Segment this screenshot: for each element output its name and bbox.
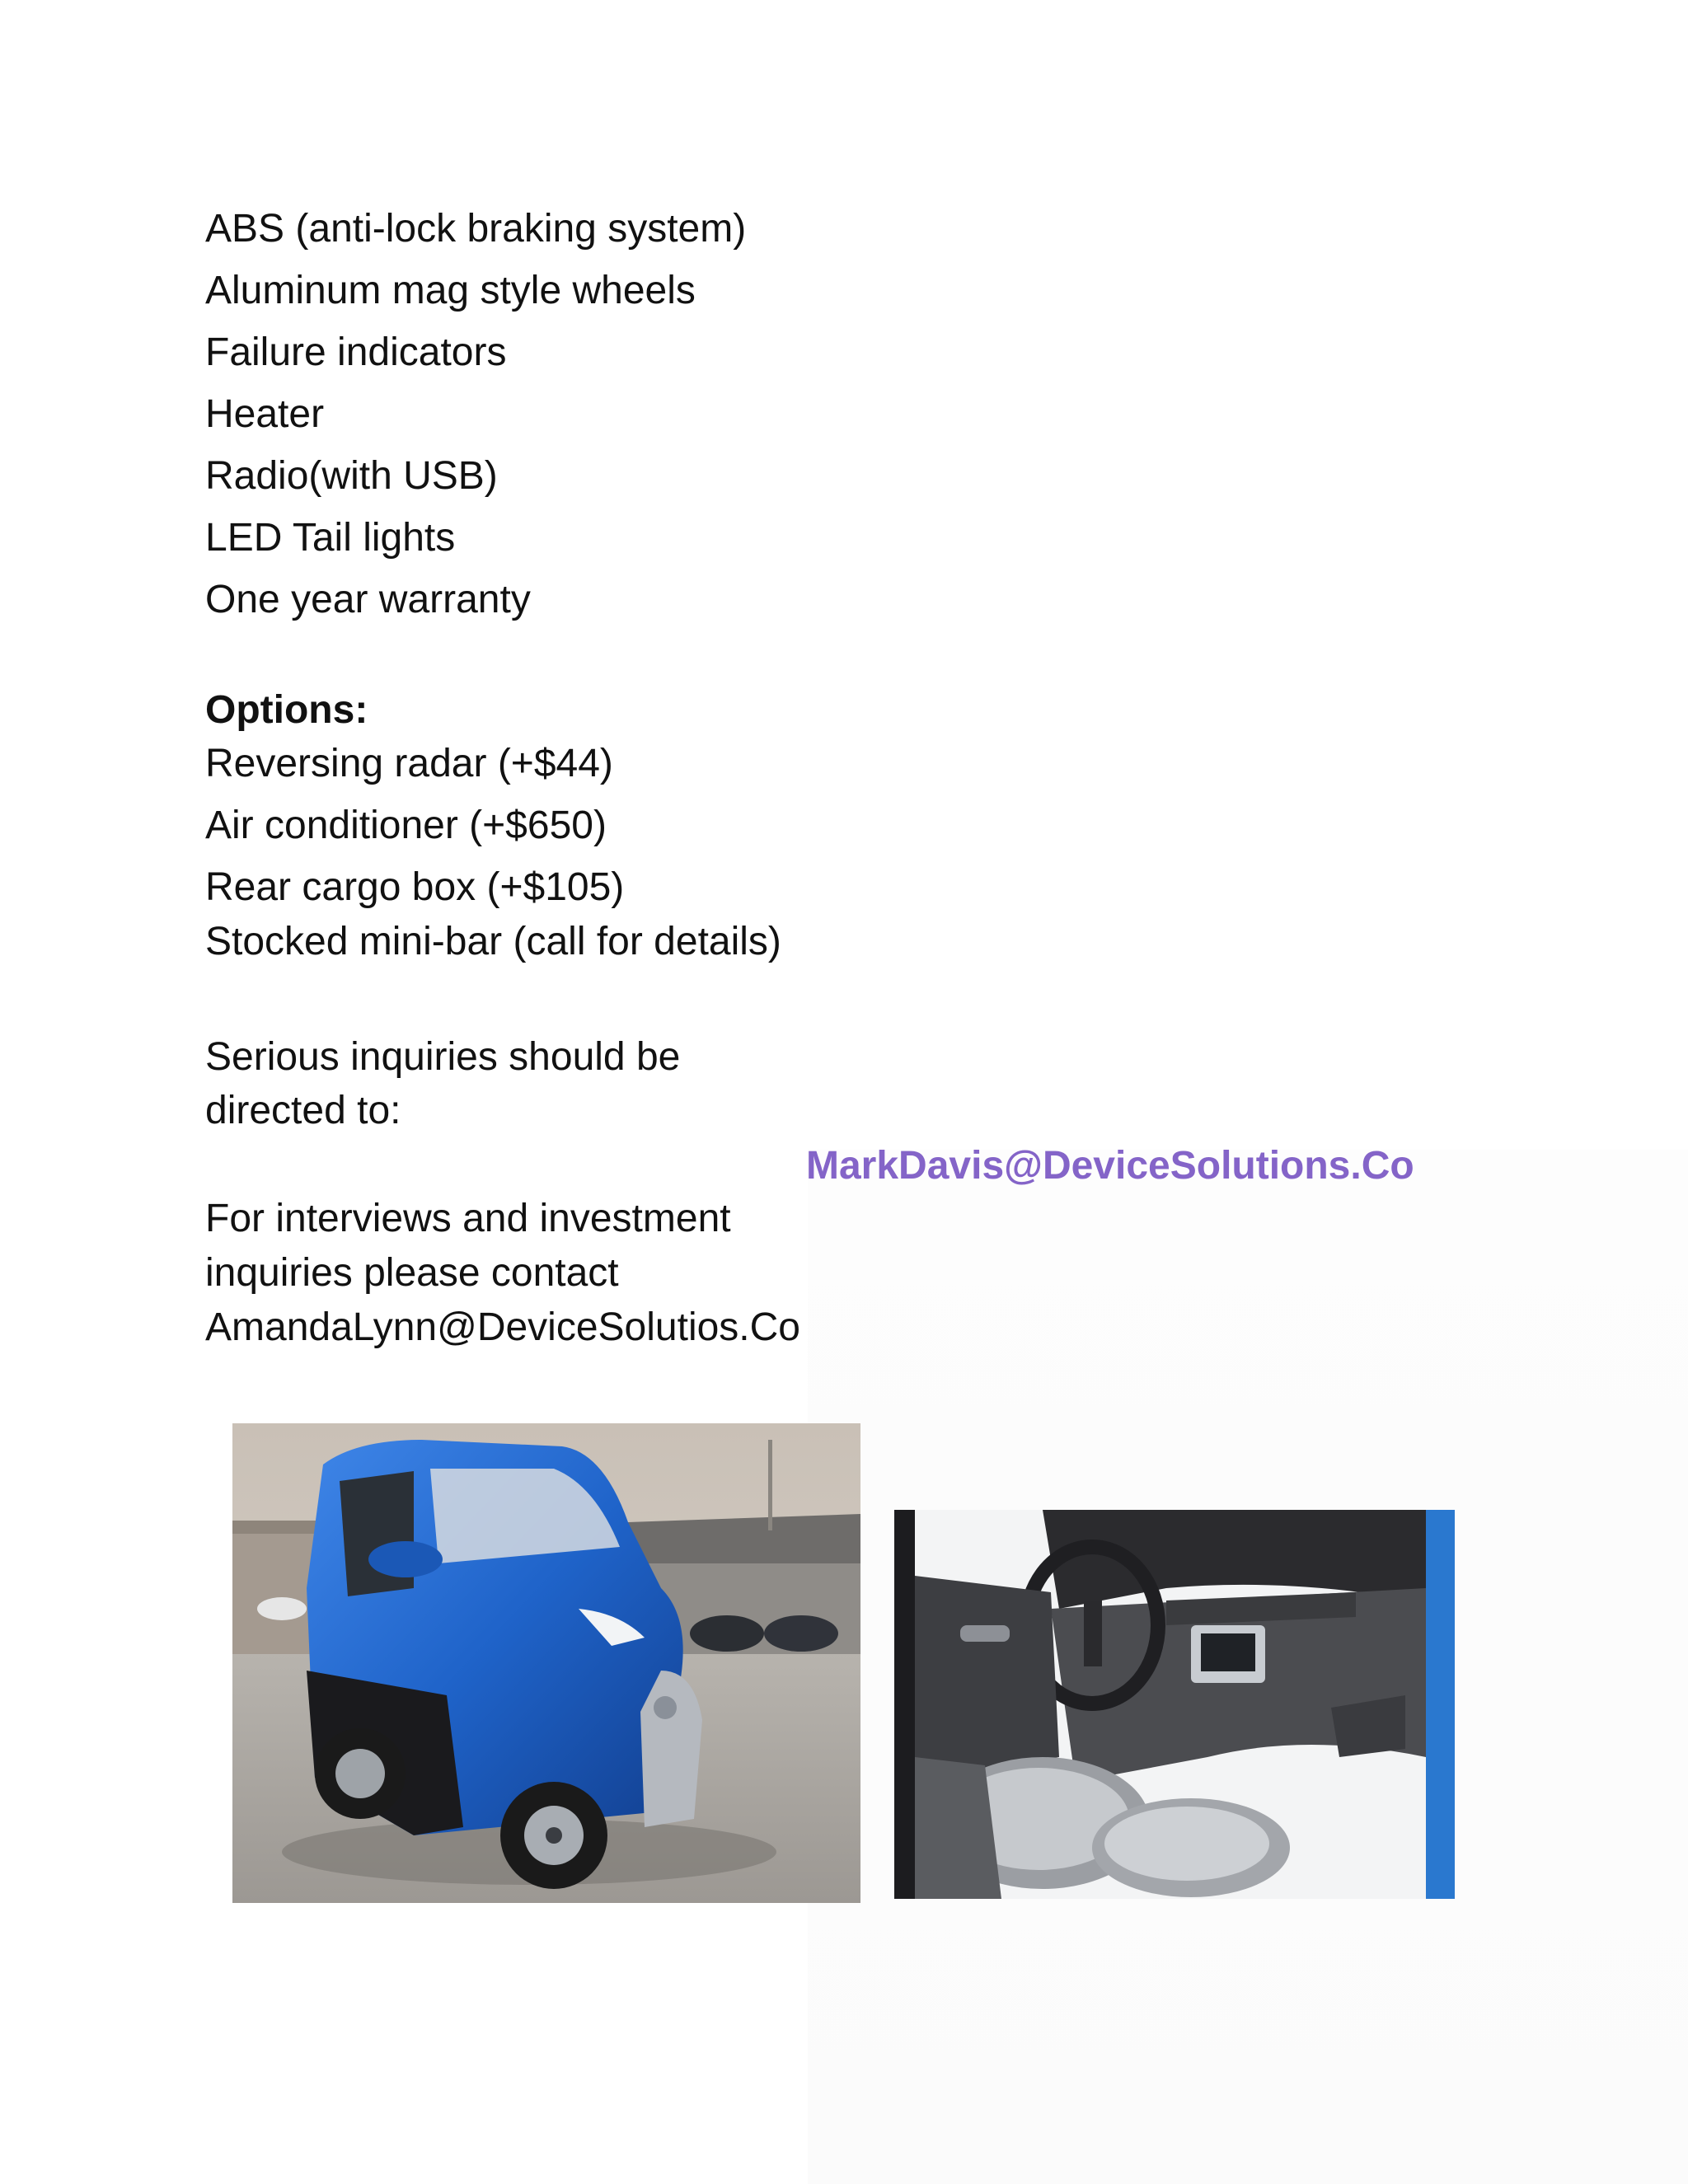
option-mini-bar: Stocked mini-bar (call for details): [205, 920, 781, 963]
car-interior-photo: [894, 1510, 1455, 1899]
feature-failure-indicators: Failure indicators: [205, 330, 507, 374]
feature-abs: ABS (anti-lock braking system): [205, 207, 747, 251]
option-reversing-radar: Reversing radar (+$44): [205, 742, 613, 785]
feature-radio: Radio(with USB): [205, 454, 498, 498]
options-heading: Options:: [205, 688, 368, 732]
investment-text-line1: For interviews and investment: [205, 1197, 731, 1240]
feature-led-tail-lights: LED Tail lights: [205, 516, 456, 560]
inquiries-text-line2: directed to:: [205, 1089, 401, 1132]
blue-car-exterior-photo: [232, 1423, 860, 1903]
investment-contact-email: AmandaLynn@DeviceSolutios.Co: [205, 1305, 800, 1349]
feature-heater: Heater: [205, 392, 325, 436]
feature-warranty: One year warranty: [205, 578, 531, 621]
option-air-conditioner: Air conditioner (+$650): [205, 804, 607, 847]
inquiries-text-line1: Serious inquiries should be: [205, 1035, 681, 1079]
inquiries-email-link[interactable]: MarkDavis@DeviceSolutions.Co: [806, 1144, 1414, 1188]
investment-text-line2: inquiries please contact: [205, 1251, 619, 1295]
feature-wheels: Aluminum mag style wheels: [205, 269, 696, 312]
option-rear-cargo-box: Rear cargo box (+$105): [205, 865, 625, 909]
